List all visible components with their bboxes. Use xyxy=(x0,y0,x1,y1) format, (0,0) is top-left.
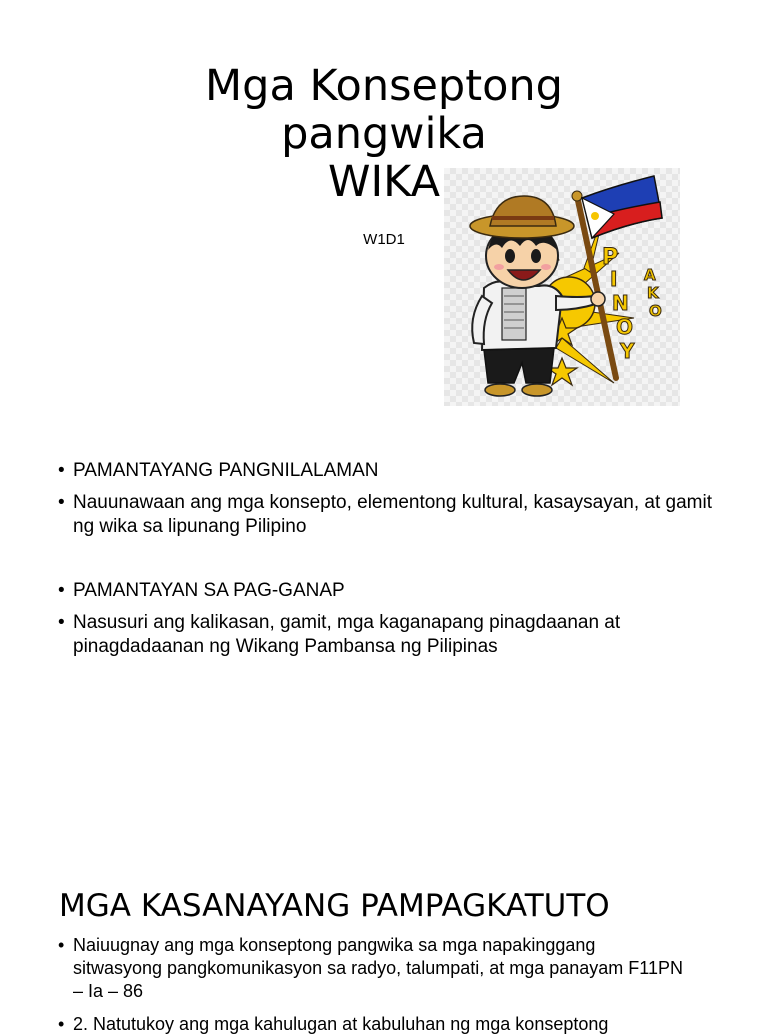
list-item: • Naiuugnay ang mga konseptong pangwika sa mga napakinggang sitwasyong pangkomunikasyon sa radyo, talumpati, at mga panayam F11PN – Ia – 86 xyxy=(58,934,688,1003)
svg-text:N: N xyxy=(612,291,629,315)
list-item: • 2. Natutukoy ang mga kahulugan at kabuluhan ng mga konseptong xyxy=(58,1013,688,1036)
svg-text:K: K xyxy=(647,284,659,302)
slide-title xyxy=(0,0,768,430)
svg-text:O: O xyxy=(649,302,662,320)
slide-subtitle: W1D1 xyxy=(363,231,405,248)
list-item: • PAMANTAYAN SA PAG-GANAP xyxy=(58,579,718,603)
content-standard-list xyxy=(58,459,718,539)
title-line-1: Mga Konseptong xyxy=(205,61,563,111)
title-line-2: pangwika xyxy=(281,109,487,159)
slide-standards xyxy=(0,432,768,852)
list-item: • Nasusuri ang kalikasan, gamit, mga kaganapang pinagdaanan at pinagdadaanan ng Wikang Pambansa ng Pilipinas xyxy=(58,611,718,659)
performance-standard-list xyxy=(58,579,718,659)
svg-text:Y: Y xyxy=(620,339,635,363)
list-item: • PAMANTAYANG PANGNILALAMAN xyxy=(58,459,718,483)
competencies-heading: MGA KASANAYANG PAMPAGKATUTO xyxy=(59,888,610,924)
title-line-3: WIKA xyxy=(327,157,441,207)
competencies-list xyxy=(58,934,688,1036)
slide-competencies xyxy=(0,854,768,1034)
svg-text:A: A xyxy=(644,266,656,284)
svg-text:P: P xyxy=(602,245,619,270)
pinoy-boy-with-flag-icon xyxy=(444,168,680,406)
svg-text:I: I xyxy=(610,267,618,291)
svg-text:O: O xyxy=(616,315,634,339)
list-item: • Nauunawaan ang mga konsepto, elementong kultural, kasaysayan, at gamit ng wika sa lipunang Pilipino xyxy=(58,491,718,539)
